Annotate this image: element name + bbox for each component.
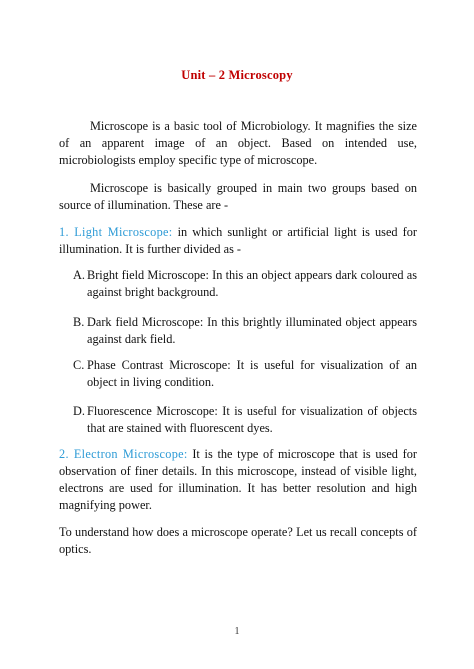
light-microscope-heading: 1. Light Microscope: bbox=[59, 225, 173, 239]
list-item-text: Dark field Microscope: In this brightly illuminated object appears against dark field. bbox=[87, 315, 417, 346]
list-item-text: Phase Contrast Microscope: It is useful for visualization of an object in living condition. bbox=[87, 358, 417, 389]
list-item bbox=[59, 403, 417, 437]
list-item bbox=[59, 267, 417, 301]
list-item bbox=[59, 314, 417, 348]
light-microscope-paragraph bbox=[59, 224, 417, 258]
list-item-marker: B. bbox=[73, 315, 85, 329]
electron-microscope-text: It is the type of microscope that is used for observation of finer details. In this microscope, instead of visible light, electrons are used for illumination. It has better resolution and high magnifying power. bbox=[59, 447, 417, 512]
list-item-marker: D. bbox=[73, 404, 85, 418]
page-title: Unit – 2 Microscopy bbox=[181, 68, 293, 82]
list-item bbox=[59, 357, 417, 391]
page-number: 1 bbox=[234, 626, 240, 637]
list-item-text: Bright field Microscope: In this an object appears dark coloured as against bright background. bbox=[87, 268, 417, 299]
light-microscope-text: in which sunlight or artificial light is used for illumination. It is further divided as - bbox=[59, 225, 417, 256]
intro-paragraph: Microscope is a basic tool of Microbiology. It magnifies the size of an apparent image of an object. Based on intended use, microbiologists employ specific type of microscope. bbox=[59, 119, 417, 167]
electron-microscope-heading: 2. Electron Microscope: bbox=[59, 447, 188, 461]
list-item-text: Fluorescence Microscope: It is useful for visualization of objects that are stained with fluorescent dyes. bbox=[87, 404, 417, 435]
list-item-marker: C. bbox=[73, 358, 85, 372]
electron-microscope-paragraph bbox=[59, 446, 417, 514]
groups-paragraph: Microscope is basically grouped in main two groups based on source of illumination. These are - bbox=[59, 181, 417, 212]
closing-paragraph: To understand how does a microscope operate? Let us recall concepts of optics. bbox=[59, 525, 417, 556]
list-item-marker: A. bbox=[73, 268, 85, 282]
